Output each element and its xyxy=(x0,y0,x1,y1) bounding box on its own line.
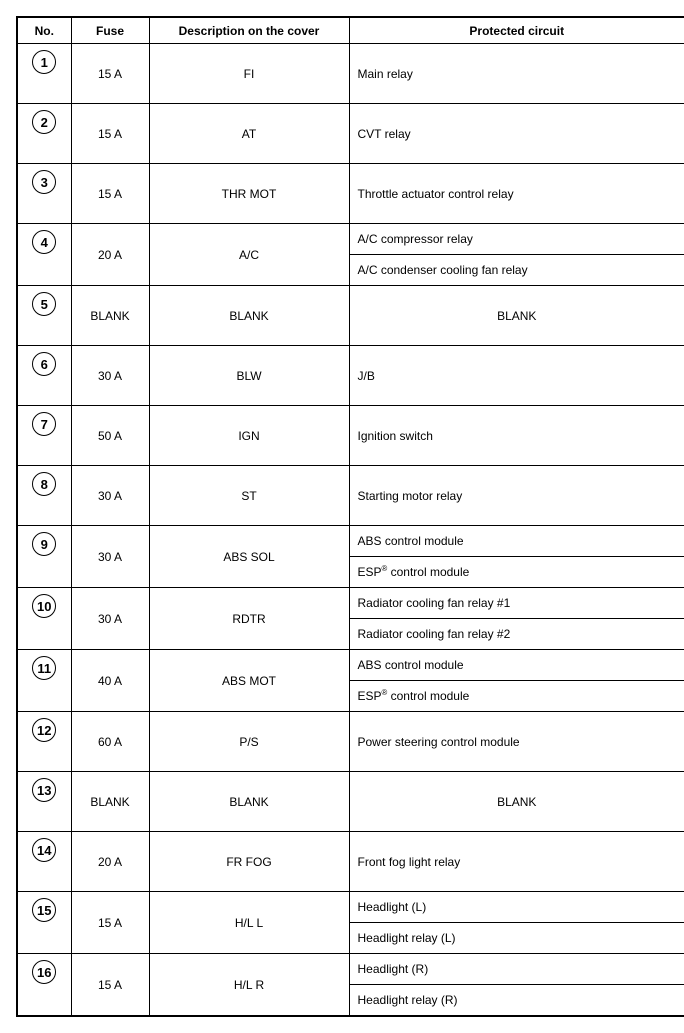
protected-circuit-cell: Radiator cooling fan relay #2 xyxy=(349,619,684,650)
fuse-amperage-cell: BLANK xyxy=(71,772,149,832)
cover-description-cell: BLANK xyxy=(149,772,349,832)
fuse-number-cell xyxy=(17,526,71,588)
circled-number: 15 xyxy=(32,898,56,922)
cover-description-cell: P/S xyxy=(149,712,349,772)
table-row xyxy=(17,588,684,619)
table-row xyxy=(17,286,684,346)
circled-number: 5 xyxy=(32,292,56,316)
fuse-amperage-cell: 15 A xyxy=(71,104,149,164)
table-row xyxy=(17,44,684,104)
fuse-number-cell xyxy=(17,772,71,832)
protected-circuit-cell: BLANK xyxy=(349,286,684,346)
table-row xyxy=(17,526,684,557)
cover-description-cell: BLW xyxy=(149,346,349,406)
fuse-amperage-cell: 15 A xyxy=(71,954,149,1017)
fuse-number-cell xyxy=(17,650,71,712)
cover-description-cell: FR FOG xyxy=(149,832,349,892)
table-row xyxy=(17,772,684,832)
protected-circuit-cell: Ignition switch xyxy=(349,406,684,466)
circled-number: 12 xyxy=(32,718,56,742)
circled-number: 1 xyxy=(32,50,56,74)
cover-description-cell: IGN xyxy=(149,406,349,466)
fuse-number-cell xyxy=(17,588,71,650)
fuse-number-cell xyxy=(17,832,71,892)
header-row xyxy=(17,17,684,44)
circled-number: 2 xyxy=(32,110,56,134)
header-description: Description on the cover xyxy=(149,17,349,44)
fuse-number-cell xyxy=(17,466,71,526)
circled-number: 14 xyxy=(32,838,56,862)
fuse-number-cell xyxy=(17,892,71,954)
fuse-number-cell xyxy=(17,224,71,286)
table-row xyxy=(17,164,684,224)
fuse-amperage-cell: 15 A xyxy=(71,44,149,104)
fuse-number-cell xyxy=(17,954,71,1017)
table-row xyxy=(17,346,684,406)
protected-circuit-cell: ABS control module xyxy=(349,526,684,557)
table-row xyxy=(17,832,684,892)
table-row xyxy=(17,224,684,255)
table-row xyxy=(17,954,684,985)
header-fuse: Fuse xyxy=(71,17,149,44)
header-circuit: Protected circuit xyxy=(349,17,684,44)
fuse-amperage-cell: 20 A xyxy=(71,224,149,286)
fuse-table xyxy=(16,16,684,1017)
fuse-amperage-cell: 40 A xyxy=(71,650,149,712)
fuse-amperage-cell: 20 A xyxy=(71,832,149,892)
fuse-amperage-cell: BLANK xyxy=(71,286,149,346)
protected-circuit-cell: Starting motor relay xyxy=(349,466,684,526)
protected-circuit-cell: ABS control module xyxy=(349,650,684,681)
cover-description-cell: THR MOT xyxy=(149,164,349,224)
table-row xyxy=(17,466,684,526)
protected-circuit-cell: Headlight (R) xyxy=(349,954,684,985)
circled-number: 7 xyxy=(32,412,56,436)
registered-trademark-symbol: ® xyxy=(381,564,388,573)
fuse-amperage-cell: 15 A xyxy=(71,164,149,224)
fuse-amperage-cell: 30 A xyxy=(71,588,149,650)
fuse-amperage-cell: 50 A xyxy=(71,406,149,466)
fuse-number-cell xyxy=(17,346,71,406)
fuse-number-cell xyxy=(17,406,71,466)
fuse-number-cell xyxy=(17,164,71,224)
protected-circuit-cell: Throttle actuator control relay xyxy=(349,164,684,224)
fuse-number-cell xyxy=(17,104,71,164)
cover-description-cell: H/L R xyxy=(149,954,349,1017)
fuse-amperage-cell: 30 A xyxy=(71,466,149,526)
cover-description-cell: BLANK xyxy=(149,286,349,346)
protected-circuit-cell: Radiator cooling fan relay #1 xyxy=(349,588,684,619)
circled-number: 16 xyxy=(32,960,56,984)
table-row xyxy=(17,892,684,923)
fuse-amperage-cell: 15 A xyxy=(71,892,149,954)
header-no: No. xyxy=(17,17,71,44)
fuse-number-cell xyxy=(17,712,71,772)
cover-description-cell: H/L L xyxy=(149,892,349,954)
fuse-amperage-cell: 30 A xyxy=(71,526,149,588)
circled-number: 9 xyxy=(32,532,56,556)
cover-description-cell: ABS SOL xyxy=(149,526,349,588)
circled-number: 13 xyxy=(32,778,56,802)
registered-trademark-symbol: ® xyxy=(381,688,388,697)
circled-number: 4 xyxy=(32,230,56,254)
protected-circuit-cell: Power steering control module xyxy=(349,712,684,772)
protected-circuit-cell: Headlight relay (R) xyxy=(349,985,684,1017)
protected-circuit-cell: CVT relay xyxy=(349,104,684,164)
protected-circuit-cell: ESP® control module xyxy=(349,681,684,712)
protected-circuit-cell: Main relay xyxy=(349,44,684,104)
fuse-amperage-cell: 30 A xyxy=(71,346,149,406)
table-row xyxy=(17,650,684,681)
cover-description-cell: ABS MOT xyxy=(149,650,349,712)
protected-circuit-cell: A/C condenser cooling fan relay xyxy=(349,255,684,286)
protected-circuit-cell: Front fog light relay xyxy=(349,832,684,892)
protected-circuit-cell: A/C compressor relay xyxy=(349,224,684,255)
cover-description-cell: FI xyxy=(149,44,349,104)
protected-circuit-cell: Headlight relay (L) xyxy=(349,923,684,954)
circled-number: 8 xyxy=(32,472,56,496)
cover-description-cell: AT xyxy=(149,104,349,164)
fuse-number-cell xyxy=(17,286,71,346)
protected-circuit-cell: J/B xyxy=(349,346,684,406)
protected-circuit-cell: Headlight (L) xyxy=(349,892,684,923)
circled-number: 11 xyxy=(32,656,56,680)
cover-description-cell: ST xyxy=(149,466,349,526)
table-row xyxy=(17,104,684,164)
cover-description-cell: RDTR xyxy=(149,588,349,650)
table-row xyxy=(17,712,684,772)
fuse-amperage-cell: 60 A xyxy=(71,712,149,772)
protected-circuit-cell: BLANK xyxy=(349,772,684,832)
circled-number: 10 xyxy=(32,594,56,618)
fuse-table-body xyxy=(17,44,684,1017)
fuse-number-cell xyxy=(17,44,71,104)
circled-number: 3 xyxy=(32,170,56,194)
circled-number: 6 xyxy=(32,352,56,376)
table-row xyxy=(17,406,684,466)
protected-circuit-cell: ESP® control module xyxy=(349,557,684,588)
cover-description-cell: A/C xyxy=(149,224,349,286)
